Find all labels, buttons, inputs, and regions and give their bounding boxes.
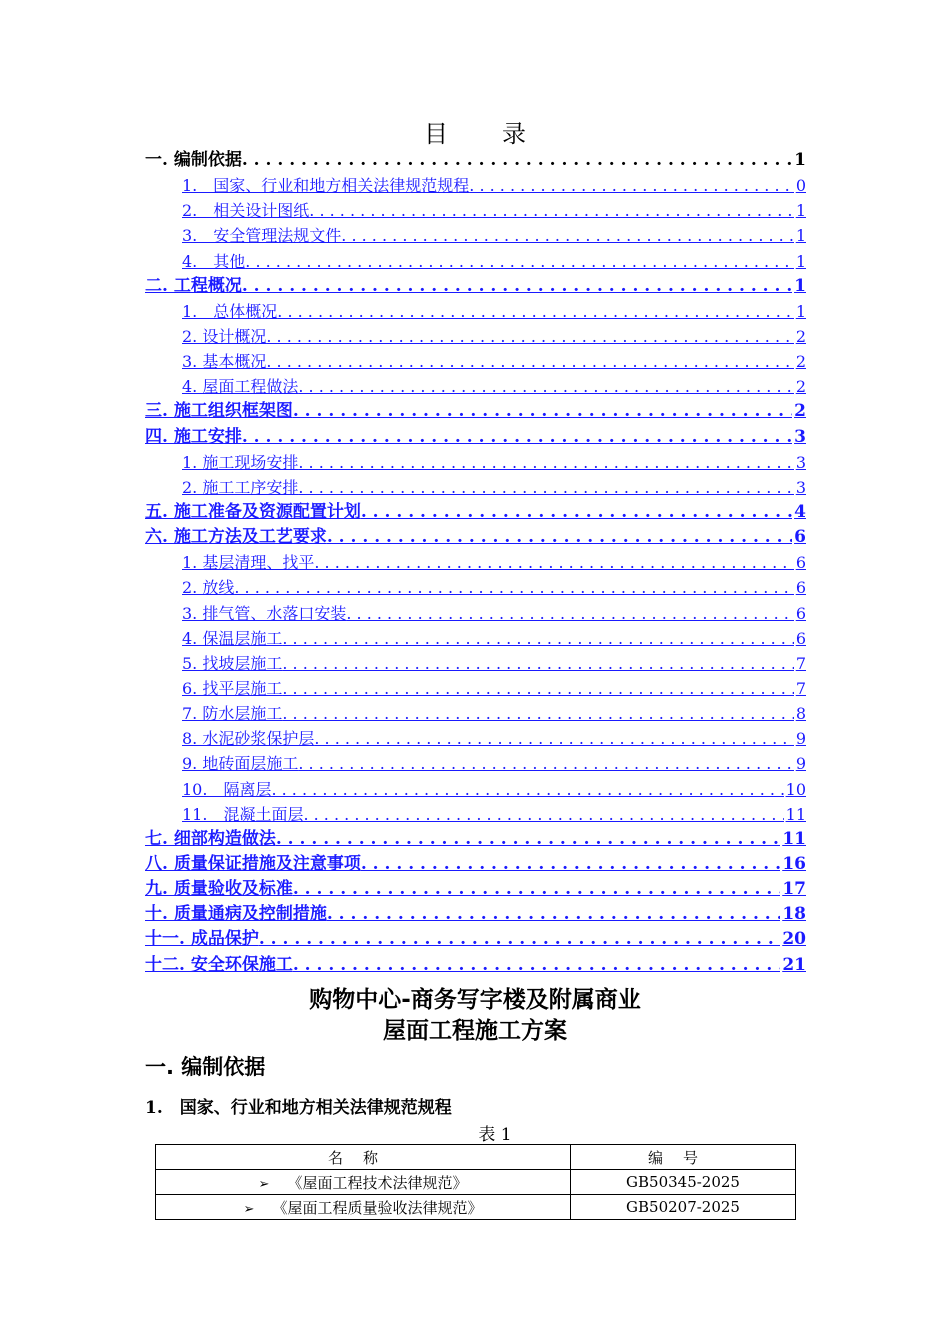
toc-entry-label: 十. 质量通病及控制措施 [145,904,327,925]
toc-dot-leader [298,374,793,399]
toc-dot-leader [293,399,792,424]
toc-page-number: 0 [795,176,806,196]
toc-dot-leader [314,550,793,575]
toc-page-number: 9 [795,729,806,749]
toc-page-number: 20 [782,929,806,950]
standard-name-cell [156,1170,571,1195]
toc-page-number: 11 [785,804,806,824]
toc-dot-leader [309,198,794,223]
toc-entry-label: 1. 施工现场安排 [182,452,299,472]
toc-dot-leader [298,751,793,776]
toc-entry[interactable] [145,651,806,676]
toc-entry-label: 1. 国家、行业和地方相关法律规范规程 [182,176,470,196]
toc-entry-label: 四. 施工安排 [145,426,242,447]
toc-entry[interactable] [145,852,806,877]
toc-dot-leader [341,223,794,248]
toc-entry[interactable] [145,450,806,475]
column-header-code: 编号 [571,1145,796,1170]
toc-entry[interactable] [145,701,806,726]
toc-dot-leader [277,299,794,324]
toc-page-number: 6 [794,527,806,548]
arrow-bullet-icon: ➢ [243,1201,255,1217]
column-header-name: 名称 [156,1145,571,1170]
toc-entry-label: 八. 质量保证措施及注意事项 [145,853,361,874]
toc-entry-label: 5. 找坡层施工 [182,653,283,673]
toc-page-number: 1 [794,275,806,296]
toc-entry[interactable] [145,525,806,550]
toc-page-number: 8 [795,704,806,724]
toc-dot-leader [245,249,794,274]
toc-page-number: 10 [785,779,806,799]
toc-entry[interactable] [145,827,806,852]
toc-entry[interactable] [145,601,806,626]
toc-entry[interactable] [145,550,806,575]
table-row [156,1170,796,1195]
toc-entry-label: 三. 施工组织框架图 [145,401,293,422]
toc-entry-label: 3. 基本概况 [182,352,267,372]
table-of-contents [145,148,806,978]
toc-entry[interactable] [145,877,806,902]
toc-page-number: 11 [782,828,806,849]
toc-dot-leader [259,927,780,952]
standard-name-cell [156,1195,571,1220]
toc-page-number: 7 [795,653,806,673]
toc-dot-leader [242,148,792,173]
toc-entry[interactable] [145,349,806,374]
toc-entry-label: 1. 总体概况 [182,301,278,321]
toc-entry-label: 9. 地砖面层施工 [182,754,299,774]
toc-entry[interactable] [145,777,806,802]
toc-entry-label: 4. 保温层施工 [182,628,283,648]
toc-entry[interactable] [145,324,806,349]
toc-page-number: 9 [795,754,806,774]
toc-entry-label: 2. 相关设计图纸 [182,201,310,221]
subsection-heading: 1. 国家、行业和地方相关法律规范规程 [145,1098,452,1118]
toc-dot-leader [293,877,780,902]
toc-page-number: 6 [795,578,806,598]
toc-page-number: 2 [794,401,806,422]
arrow-bullet-icon: ➢ [258,1176,270,1192]
toc-entry-label: 2. 设计概况 [182,326,267,346]
document-subtitle: 屋面工程施工方案 [383,1018,567,1044]
toc-dot-leader [276,827,780,852]
toc-entry[interactable] [145,626,806,651]
toc-page-number: 6 [795,603,806,623]
toc-page-number: 6 [795,553,806,573]
toc-entry-label: 十一. 成品保护 [145,929,259,950]
toc-page-number: 1 [794,150,806,170]
toc-entry[interactable] [145,575,806,600]
toc-entry[interactable] [145,299,806,324]
toc-entry-label: 十二. 安全环保施工 [145,954,293,975]
toc-dot-leader [298,475,793,500]
toc-page-number: 3 [795,477,806,497]
toc-page-number: 1 [795,251,806,271]
toc-dot-leader [298,450,793,475]
toc-entry[interactable] [145,374,806,399]
toc-entry-label: 二. 工程概况 [145,275,242,296]
toc-page-number: 16 [782,853,806,874]
toc-page-number: 1 [795,226,806,246]
toc-page-number: 2 [795,377,806,397]
toc-page-number: 3 [794,426,806,447]
toc-entry[interactable] [145,425,806,450]
toc-entry[interactable] [145,726,806,751]
toc-page-number: 18 [782,904,806,925]
toc-dot-leader [361,852,780,877]
toc-entry-label: 8. 水泥砂浆保护层 [182,729,315,749]
standard-code: GB50207-2025 [571,1195,796,1220]
toc-entry[interactable] [145,802,806,827]
toc-entry-label: 7. 防水层施工 [182,704,283,724]
toc-entry-label: 6. 找平层施工 [182,678,283,698]
toc-entry-label: 六. 施工方法及工艺要求 [145,527,327,548]
toc-dot-leader [346,601,793,626]
toc-page-number: 1 [795,301,806,321]
toc-entry-label: 4. 屋面工程做法 [182,377,299,397]
toc-entry[interactable] [145,475,806,500]
table-header-row [156,1145,796,1170]
toc-dot-leader [242,274,792,299]
toc-dot-leader [314,726,793,751]
toc-page-number: 21 [782,954,806,975]
toc-entry-label: 4. 其他 [182,251,246,271]
toc-entry-label: 一. 编制依据 [145,150,242,170]
toc-page-number: 6 [795,628,806,648]
toc-entry [145,148,806,173]
toc-page-number: 17 [782,879,806,900]
toc-dot-leader [234,575,793,600]
toc-entry[interactable] [145,902,806,927]
toc-entry-label: 五. 施工准备及资源配置计划 [145,501,361,522]
toc-entry[interactable] [145,399,806,424]
toc-dot-leader [282,701,793,726]
toc-dot-leader [282,676,793,701]
toc-dot-leader [282,651,793,676]
toc-dot-leader [303,802,783,827]
toc-entry[interactable] [145,173,806,198]
toc-entry-label: 3. 排气管、水落口安装 [182,603,347,623]
toc-dot-leader [266,349,793,374]
toc-entry[interactable] [145,274,806,299]
toc-entry[interactable] [145,751,806,776]
toc-dot-leader [327,525,792,550]
toc-dot-leader [282,626,793,651]
toc-entry[interactable] [145,500,806,525]
standard-code: GB50345-2025 [571,1170,796,1195]
toc-entry[interactable] [145,676,806,701]
toc-entry[interactable] [145,953,806,978]
toc-page-number: 3 [795,452,806,472]
toc-dot-leader [271,777,783,802]
toc-dot-leader [242,425,792,450]
toc-entry[interactable] [145,223,806,248]
toc-entry-label: 2. 放线 [182,578,235,598]
standard-name: 《屋面工程质量验收法律规范》 [272,1198,483,1217]
toc-entry[interactable] [145,927,806,952]
toc-entry-label: 1. 基层清理、找平 [182,553,315,573]
toc-entry-label: 七. 细部构造做法 [145,828,276,849]
section-heading: 一. 编制依据 [145,1055,266,1079]
table-row [156,1195,796,1220]
toc-entry-label: 九. 质量验收及标准 [145,879,293,900]
toc-entry-label: 3. 安全管理法规文件 [182,226,342,246]
toc-page-number: 7 [795,678,806,698]
toc-dot-leader [266,324,793,349]
toc-dot-leader [327,902,780,927]
standard-name: 《屋面工程技术法律规范》 [287,1173,468,1192]
toc-title: 目录 [424,120,580,148]
toc-dot-leader [469,173,794,198]
toc-page-number: 4 [794,501,806,522]
table-caption: 表 1 [478,1125,512,1145]
toc-entry-label: 2. 施工工序安排 [182,477,299,497]
toc-page-number: 2 [795,326,806,346]
toc-dot-leader [293,953,780,978]
toc-dot-leader [361,500,792,525]
toc-entry[interactable] [145,198,806,223]
toc-entry-label: 11. 混凝土面层 [182,804,304,824]
toc-entry[interactable] [145,249,806,274]
toc-page-number: 2 [795,352,806,372]
standards-table [155,1144,796,1220]
toc-page-number: 1 [795,201,806,221]
document-title: 购物中心-商务写字楼及附属商业 [309,987,641,1013]
toc-entry-label: 10. 隔离层 [182,779,272,799]
